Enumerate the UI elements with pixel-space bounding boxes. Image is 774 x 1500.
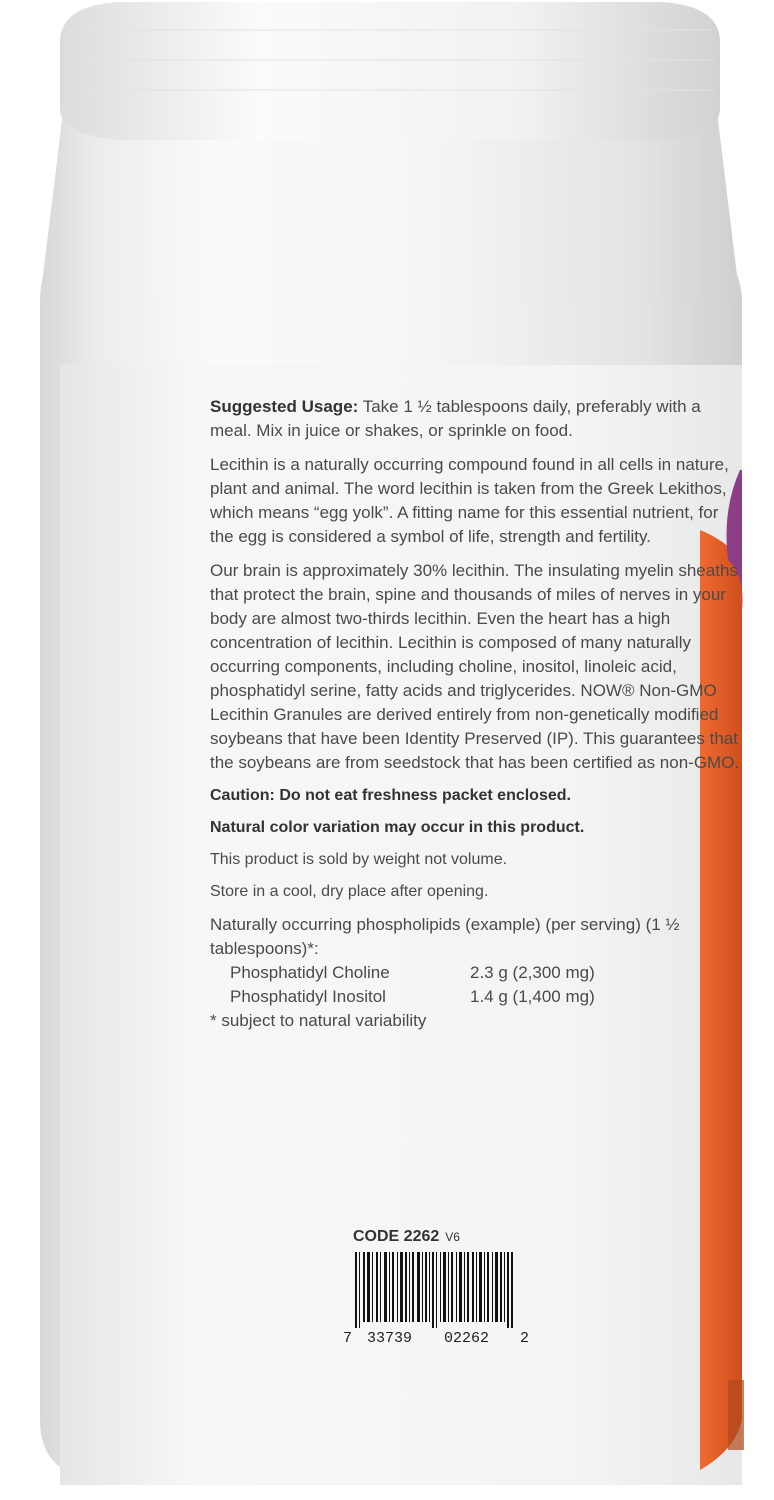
- phospholipid-amount: 2.3 g (2,300 mg): [470, 963, 595, 982]
- variability-footnote: * subject to natural variability: [210, 1011, 427, 1030]
- usage-heading: Suggested Usage:: [210, 397, 359, 416]
- usage-text: Take 1 ½ tablespoons daily, preferably with a meal. Mix in juice or shakes, or sprinkle on food.: [210, 397, 701, 440]
- jar-cap: [60, 2, 720, 140]
- phospholipids-intro: Naturally occurring phospholipids (example) (per serving) (1 ½ tablespoons)*:: [210, 915, 680, 958]
- suggested-usage: [210, 395, 740, 443]
- phospholipid-row: [210, 961, 740, 985]
- phospholipid-name: Phosphatidyl Choline: [230, 963, 390, 982]
- barcode-digit-right: 2: [520, 1330, 530, 1347]
- weight-note: This product is sold by weight not volume.: [210, 851, 508, 868]
- barcode-digits-group1: 33739: [367, 1330, 413, 1347]
- caution-note: Caution: Do not eat freshness packet enclosed.: [210, 787, 571, 804]
- phospholipid-row: [210, 985, 740, 1009]
- side-logo-box: [728, 1380, 744, 1450]
- version-tag: V6: [445, 1230, 460, 1244]
- barcode-digits-group2: 02262: [444, 1330, 490, 1347]
- phospholipid-amount: 1.4 g (1,400 mg): [470, 987, 595, 1006]
- label-text-block: [210, 395, 740, 1043]
- lecithin-description: Lecithin is a naturally occurring compound found in all cells in nature, plant and animal. The word lecithin is taken from the Greek Lekithos, which means “egg yolk”. A fitting name for this essential nutrient, for the egg is considered a symbol of life, strength and fertility.: [210, 455, 729, 546]
- phospholipid-name: Phosphatidyl Inositol: [230, 987, 386, 1006]
- color-variation-note: Natural color variation may occur in this product.: [210, 819, 585, 836]
- code-number: CODE 2262: [353, 1228, 440, 1245]
- brain-paragraph: Our brain is approximately 30% lecithin. The insulating myelin sheaths that protect the brain, spine and thousands of miles of nerves in your body are almost two-thirds lecithin. Even the heart has a high concentration of lecithin. Lecithin is composed of many naturally occurring components, including choline, inositol, linoleic acid, phosphatidyl serine, fatty acids and triglycerides. NOW® Non-GMO Lecithin Granules are derived entirely from non-genetically modified soybeans that have been Identity Preserved (IP). This guarantees that the soybeans are from seedstock that has been certified as non-GMO.: [210, 561, 740, 772]
- storage-note: Store in a cool, dry place after opening.: [210, 883, 489, 900]
- product-code: [353, 1228, 460, 1246]
- barcode-digit-left: 7: [343, 1330, 353, 1347]
